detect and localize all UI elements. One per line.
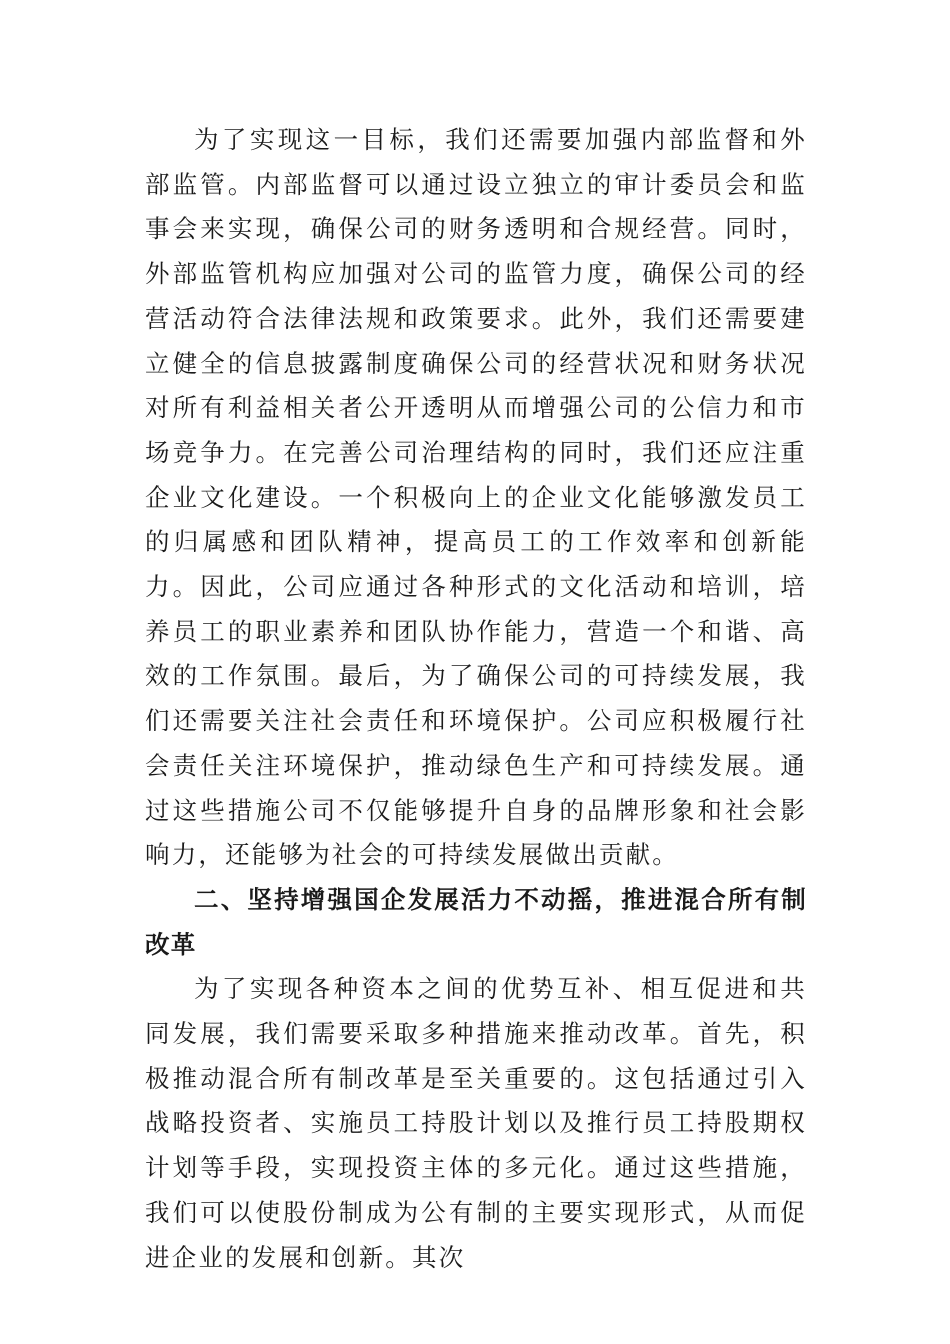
section-heading: 二、坚持增强国企发展活力不动摇，推进混合所有制改革 bbox=[145, 884, 807, 959]
document-body bbox=[145, 118, 807, 1280]
body-paragraph-2: 为了实现各种资本之间的优势互补、相互促进和共同发展，我们需要采取多种措施来推动改革。首先，积极推动混合所有制改革是至关重要的。这包括通过引入战略投资者、实施员工持股计划以及推行员工持股期权计划等手段，实现投资主体的多元化。通过这些措施，我们可以使股份制成为公有制的主要实现形式，从而促进企业的发展和创新。其次 bbox=[145, 974, 807, 1272]
body-paragraph-1: 为了实现这一目标，我们还需要加强内部监督和外部监管。内部监督可以通过设立独立的审计委员会和监事会来实现，确保公司的财务透明和合规经营。同时，外部监管机构应加强对公司的监管力度，确保公司的经营活动符合法律法规和政策要求。此外，我们还需要建立健全的信息披露制度确保公司的经营状况和财务状况对所有利益相关者公开透明从而增强公司的公信力和市场竞争力。在完善公司治理结构的同时，我们还应注重企业文化建设。一个积极向上的企业文化能够激发员工的归属感和团队精神，提高员工的工作效率和创新能力。因此，公司应通过各种形式的文化活动和培训，培养员工的职业素养和团队协作能力，营造一个和谐、高效的工作氛围。最后，为了确保公司的可持续发展，我们还需要关注社会责任和环境保护。公司应积极履行社会责任关注环境保护，推动绿色生产和可持续发展。通过这些措施公司不仅能够提升自身的品牌形象和社会影响力，还能够为社会的可持续发展做出贡献。 bbox=[145, 125, 807, 870]
